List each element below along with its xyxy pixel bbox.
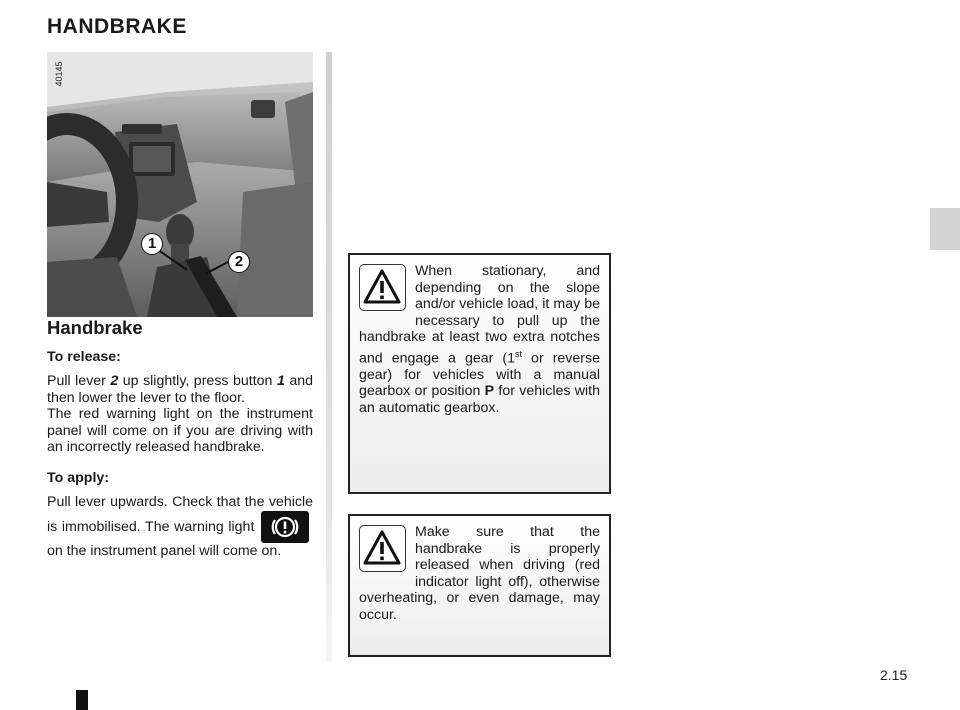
apply-heading: To apply: (47, 469, 110, 486)
release-heading: To release: (47, 348, 121, 365)
warning-note-2-text: Make sure that the handbrake is properly released when driving (red indicator light off), otherwise overheating, or even damage, may occur. (359, 524, 600, 623)
left-column (47, 317, 313, 560)
apply-paragraph: Pull lever upwards. Check that the vehicle is immobilised. The warning light on the instrument panel will come on. (47, 494, 313, 559)
column-divider (326, 52, 332, 662)
warning-note-1-text: When stationary, and depending on the slope and/or vehicle load, it may be necessary to pull up the handbrake at least two extra notches and engage a gear (1st or reverse gear) for vehicles with a manual gearbox or position P for vehicles with an automatic gearbox. (359, 263, 600, 416)
warning-note-1 (348, 253, 611, 494)
photo-reference-code: 40145 (54, 61, 64, 87)
callout-1: 1 (141, 233, 163, 255)
page-number: 2.15 (880, 667, 908, 683)
page-title: HANDBRAKE (47, 15, 187, 38)
handbrake-warning-light-icon (261, 511, 309, 543)
warning-triangle-icon (359, 525, 406, 572)
warning-note-2 (348, 514, 611, 657)
callout-2: 2 (228, 251, 250, 273)
release-paragraph: Pull lever 2 up slightly, press button 1 and then lower the lever to the floor. (47, 373, 313, 406)
warning-triangle-icon (359, 264, 406, 311)
section-heading: Handbrake (47, 317, 143, 338)
car-interior-handbrake-photo (47, 52, 313, 317)
crop-mark (76, 690, 88, 710)
chapter-tab (930, 208, 960, 250)
release-warning-paragraph: The red warning light on the instrument panel will come on if you are driving with an incorrectly released handbrake. (47, 406, 313, 455)
